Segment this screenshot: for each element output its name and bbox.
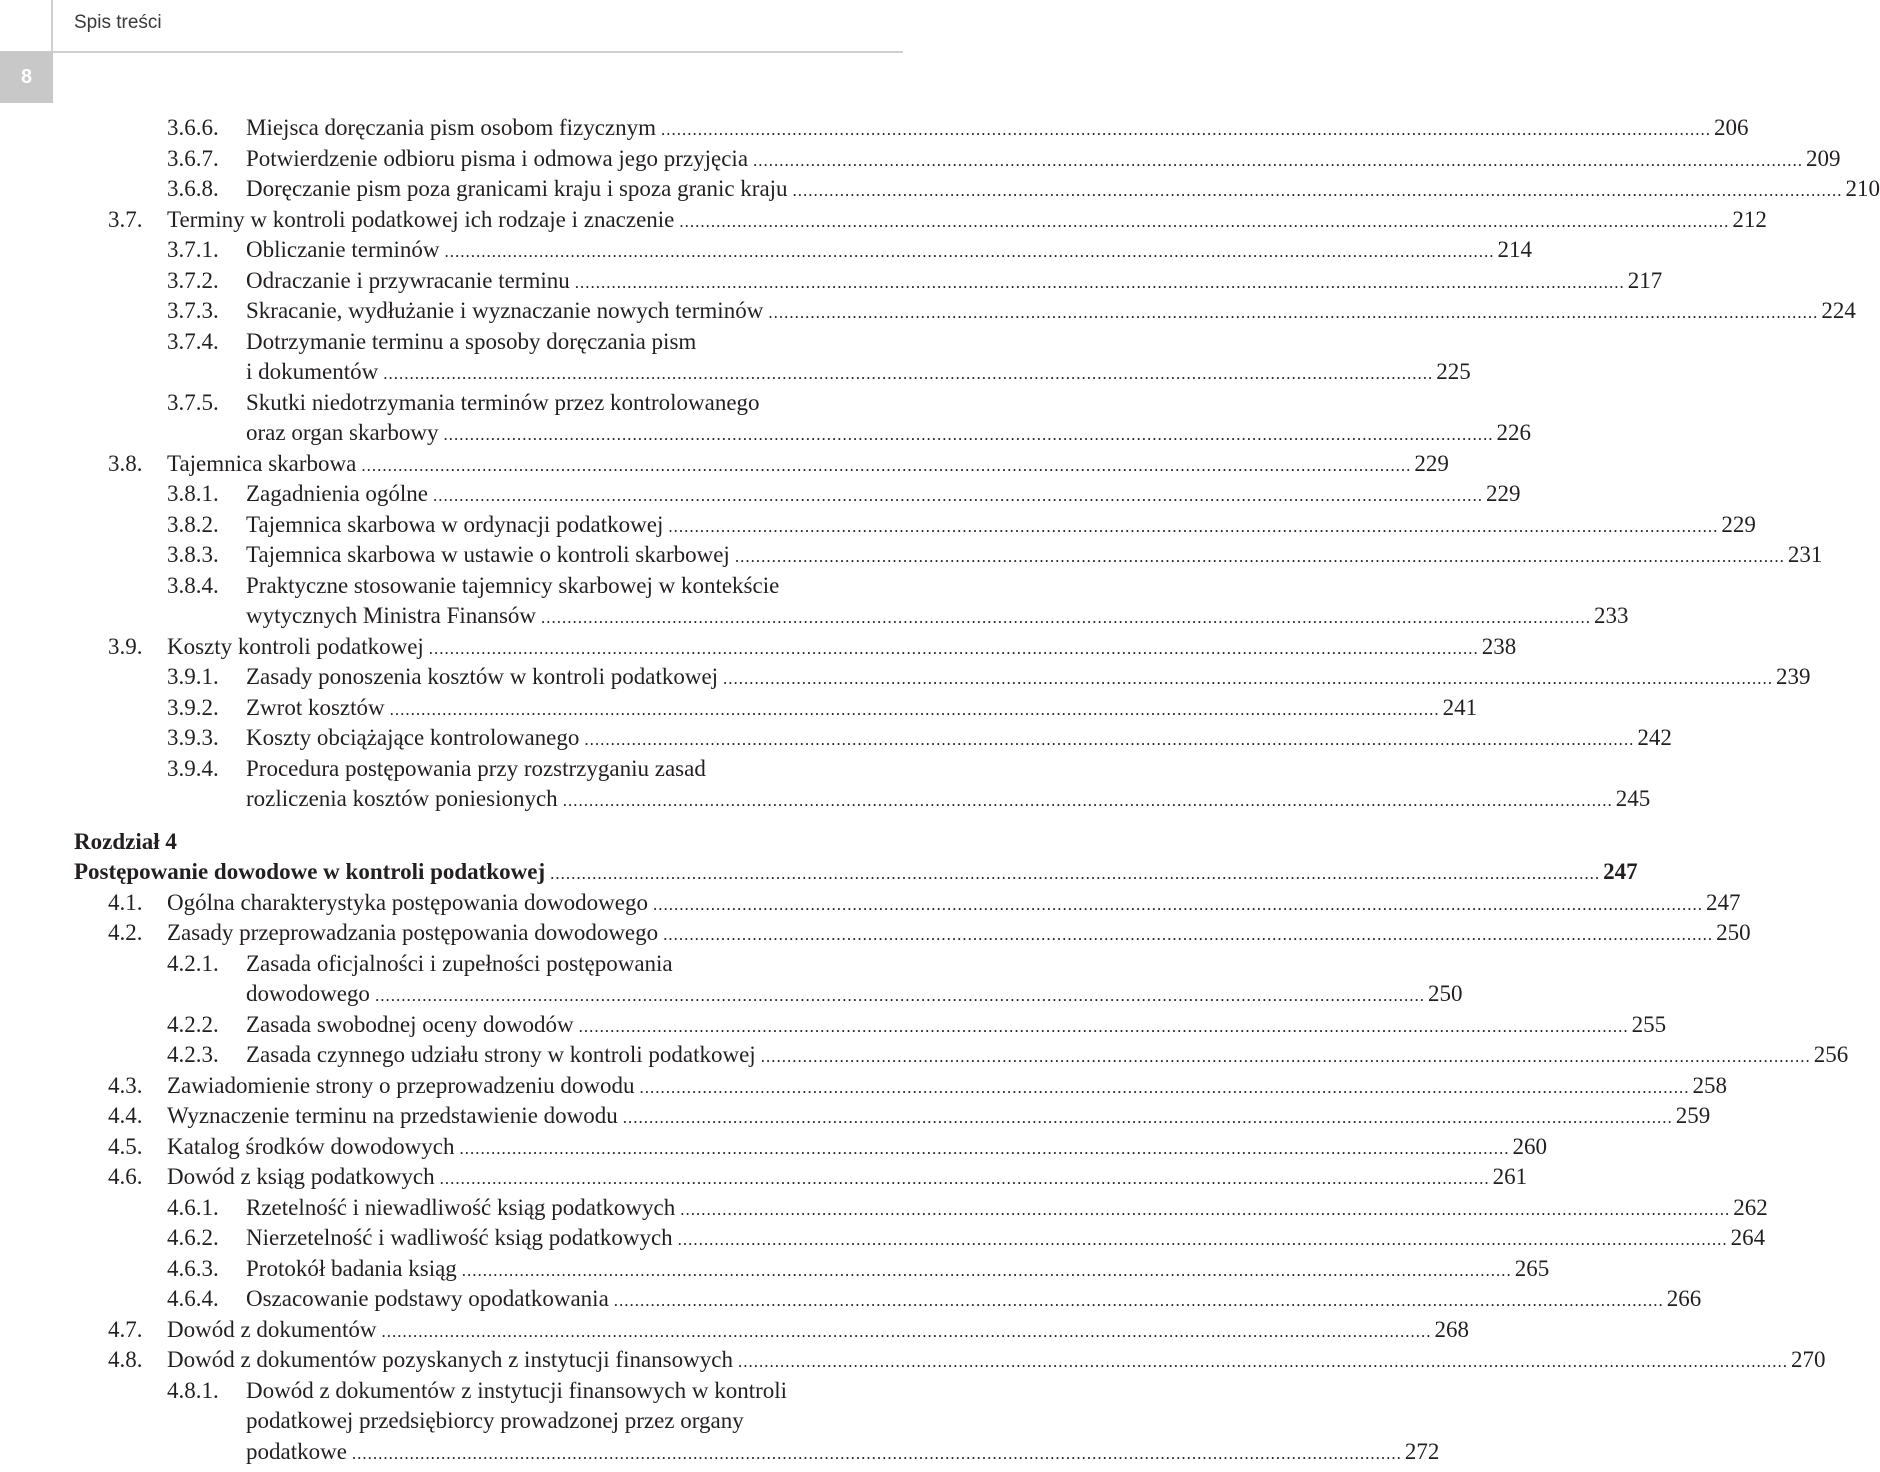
toc-entry-page: 256	[1813, 1042, 1849, 1067]
toc-entry-page: 206	[1714, 115, 1749, 140]
toc-entry-title: Zwrot kosztów	[246, 694, 385, 720]
toc-entry[interactable]	[0, 1040, 1849, 1071]
toc-entry-page: 270	[1790, 1347, 1826, 1372]
chapter-label: Rozdział 4	[74, 828, 177, 854]
dot-leader: ........................................................................................................................................................................................................	[562, 791, 1613, 810]
toc-entry-number: 3.9.3.	[167, 725, 219, 750]
toc-entry[interactable]	[0, 266, 1663, 297]
toc-entry-number: 3.8.4.	[167, 572, 219, 598]
toc-entry[interactable]	[0, 113, 1749, 144]
toc-entry[interactable]	[0, 1010, 1667, 1041]
toc-entry-page: 225	[1436, 359, 1471, 384]
toc-entry-number: 4.2.	[108, 920, 143, 945]
toc-entry-title: rozliczenia kosztów poniesionych	[246, 786, 558, 811]
toc-entry-title: Zasada oficjalności i zupełności postępowania	[246, 950, 673, 976]
toc-entry-number: 4.6.3.	[167, 1255, 219, 1281]
toc-entry-title: Dotrzymanie terminu a sposoby doręczania pism	[246, 328, 697, 354]
toc-entry-title: i dokumentów	[246, 359, 379, 384]
toc-entry-number: 3.8.2.	[167, 511, 219, 537]
toc-entry[interactable]	[0, 388, 1531, 449]
toc-entry-number: 4.6.	[108, 1164, 143, 1189]
toc-entry[interactable]	[0, 174, 1880, 205]
toc-entry[interactable]	[0, 1284, 1702, 1315]
dot-leader: ........................................................................................................................................................................................................	[351, 1443, 1402, 1463]
toc-entry-title: Zasady przeprowadzania postępowania dowodowego	[167, 920, 659, 945]
dot-leader: ........................................................................................................................................................................................................	[574, 272, 1625, 292]
toc-entry-title: Terminy w kontroli podatkowej ich rodzaje i znaczenie	[167, 206, 675, 232]
toc-entry-title: Tajemnica skarbowa w ordynacji podatkowej	[246, 511, 664, 537]
toc-entry[interactable]	[0, 723, 1672, 754]
toc-entry-number: 3.7.	[108, 206, 143, 232]
toc-entry-number: 3.8.1.	[167, 481, 219, 506]
toc-entry-title: Miejsca doręczania pism osobom fizycznym	[246, 115, 657, 140]
page-number: 8	[20, 66, 33, 88]
toc-entry-title: Dowód z dokumentów pozyskanych z instytucji finansowych	[167, 1347, 733, 1372]
toc-entry-page: 229	[1721, 511, 1756, 537]
dot-leader: ........................................................................................................................................................................................................	[374, 986, 1425, 1005]
toc-entry[interactable]	[0, 327, 1471, 388]
toc-entry-title: Postępowanie dowodowe w kontroli podatkowej	[74, 859, 546, 884]
toc-entry-page: 250	[1427, 981, 1463, 1006]
toc-entry-title: Zasada czynnego udziału strony w kontroli podatkowej	[246, 1042, 756, 1067]
dot-leader: ........................................................................................................................................................................................................	[639, 1077, 1690, 1097]
toc-entry-title: Nierzetelność i wadliwość ksiąg podatkowych	[246, 1225, 673, 1250]
toc-entry[interactable]	[0, 510, 1756, 541]
toc-entry-page: 266	[1666, 1286, 1702, 1311]
toc-entry-number: 4.1.	[108, 889, 143, 915]
toc-entry-number: 3.9.4.	[167, 755, 219, 781]
toc-entry[interactable]	[0, 296, 1856, 327]
toc-entry-page: 265	[1514, 1255, 1550, 1281]
toc-entry[interactable]	[0, 1101, 1711, 1132]
toc-entry-page: 212	[1732, 206, 1767, 232]
dot-leader: ........................................................................................................................................................................................................	[389, 699, 1440, 719]
toc-entry-title: Rzetelność i niewadliwość ksiąg podatkowych	[246, 1194, 676, 1220]
toc-entry-number: 3.6.6.	[167, 115, 219, 140]
toc-entry[interactable]	[0, 144, 1841, 175]
toc-entry-page: 264	[1730, 1225, 1766, 1250]
dot-leader: ........................................................................................................................................................................................................	[792, 181, 1843, 200]
dot-leader: ........................................................................................................................................................................................................	[613, 1291, 1664, 1310]
toc-entry-page: 231	[1787, 542, 1823, 567]
toc-entry[interactable]	[0, 662, 1811, 693]
running-header-title: Spis treści	[74, 12, 162, 33]
dot-leader: ........................................................................................................................................................................................................	[578, 1016, 1629, 1036]
toc-entry-page: 262	[1733, 1194, 1768, 1220]
toc-entry[interactable]	[0, 857, 1638, 888]
toc-entry-page: 255	[1631, 1011, 1667, 1037]
toc-entry-page: 247	[1603, 859, 1638, 884]
toc-entry-number: 3.7.2.	[167, 267, 219, 293]
toc-entry[interactable]	[0, 1345, 1826, 1376]
toc-entry-number: 4.2.3.	[167, 1042, 219, 1067]
dot-leader: ........................................................................................................................................................................................................	[661, 120, 1712, 139]
toc-entry[interactable]	[0, 949, 1463, 1010]
dot-leader: ........................................................................................................................................................................................................	[459, 1138, 1510, 1158]
dot-leader: ........................................................................................................................................................................................................	[680, 1199, 1731, 1219]
dot-leader: ........................................................................................................................................................................................................	[663, 925, 1714, 944]
toc-entry-number: 3.9.	[108, 633, 143, 659]
toc-entry-number: 3.8.	[108, 450, 143, 476]
toc-entry-title: Dowód z dokumentów z instytucji finansowych w kontroli	[246, 1377, 788, 1403]
toc-entry-title: Wyznaczenie terminu na przedstawienie dowodu	[167, 1103, 618, 1128]
toc-entry-page: 233	[1594, 603, 1629, 628]
dot-leader: ........................................................................................................................................................................................................	[734, 547, 1785, 566]
dot-leader: ........................................................................................................................................................................................................	[428, 638, 1479, 658]
dot-leader: ........................................................................................................................................................................................................	[541, 608, 1592, 627]
toc-entry-number: 4.7.	[108, 1316, 143, 1342]
toc-entry[interactable]	[0, 1132, 1547, 1163]
toc-entry-title: Zawiadomienie strony o przeprowadzeniu dowodu	[167, 1072, 635, 1098]
toc-entry-title: Praktyczne stosowanie tajemnicy skarbowej w kontekście	[246, 572, 780, 598]
dot-leader: ........................................................................................................................................................................................................	[444, 242, 1495, 261]
toc-entry-title: oraz organ skarbowy	[246, 420, 439, 445]
dot-leader: ........................................................................................................................................................................................................	[433, 486, 1484, 505]
toc-entry-title: Dowód z dokumentów	[167, 1316, 377, 1342]
toc-entry-title: Obliczanie terminów	[246, 237, 440, 262]
toc-entry-number: 4.2.1.	[167, 950, 219, 976]
toc-entry-number: 3.9.2.	[167, 694, 219, 720]
toc-entry-page: 214	[1497, 237, 1533, 262]
toc-entry[interactable]	[0, 571, 1629, 632]
toc-entry[interactable]	[0, 918, 1751, 949]
toc-entry-page: 239	[1776, 664, 1811, 689]
toc-entry-page: 247	[1705, 889, 1741, 915]
toc-entry[interactable]	[0, 1162, 1528, 1193]
toc-entry-page: 241	[1442, 694, 1478, 720]
toc-entry-title: Koszty kontroli podatkowej	[167, 633, 424, 659]
dot-leader: ........................................................................................................................................................................................................	[439, 1169, 1490, 1188]
toc-entry-number: 4.8.1.	[167, 1377, 219, 1403]
toc-entry-number: 4.2.2.	[167, 1011, 219, 1037]
toc-entry[interactable]	[0, 449, 1449, 480]
toc-entry[interactable]	[0, 1254, 1550, 1285]
toc-entry-page: 224	[1821, 298, 1856, 323]
toc-entry-page: 226	[1496, 420, 1531, 445]
dot-leader: ........................................................................................................................................................................................................	[550, 864, 1601, 883]
dot-leader: ........................................................................................................................................................................................................	[584, 730, 1635, 749]
toc-entry-title: podatkowej przedsiębiorcy prowadzonej przez organy	[246, 1408, 744, 1433]
toc-entry-title: Zasada swobodnej oceny dowodów	[246, 1011, 574, 1037]
dot-leader: ........................................................................................................................................................................................................	[652, 894, 1703, 914]
toc-entry-page: 229	[1414, 450, 1449, 476]
toc-entry-page: 268	[1434, 1316, 1470, 1342]
toc-entry-number: 4.3.	[108, 1072, 143, 1098]
toc-entry-title: Potwierdzenie odbioru pisma i odmowa jego przyjęcia	[246, 145, 749, 171]
toc-entry-title: Zagadnienia ogólne	[246, 481, 429, 506]
toc-entry-title: Skutki niedotrzymania terminów przez kontrolowanego	[246, 389, 760, 415]
dot-leader: ........................................................................................................................................................................................................	[361, 455, 1412, 475]
dot-leader: ........................................................................................................................................................................................................	[760, 1047, 1811, 1066]
toc-entry-title: wytycznych Ministra Finansów	[246, 603, 537, 628]
toc-entry-page: 260	[1512, 1133, 1547, 1159]
dot-leader: ........................................................................................................................................................................................................	[381, 1321, 1432, 1341]
toc-entry-number: 4.4.	[108, 1103, 143, 1128]
dot-leader: ........................................................................................................................................................................................................	[383, 364, 1434, 383]
toc-entry-number: 3.7.5.	[167, 389, 219, 415]
toc-entry-number: 3.9.1.	[167, 664, 219, 689]
toc-entry-title: dowodowego	[246, 981, 370, 1006]
dot-leader: ........................................................................................................................................................................................................	[723, 669, 1774, 688]
toc-entry[interactable]	[0, 479, 1521, 510]
toc-entry-title: Oszacowanie podstawy opodatkowania	[246, 1286, 609, 1311]
toc-entry-number: 3.7.4.	[167, 328, 219, 354]
toc-entry-title: Procedura postępowania przy rozstrzyganiu zasad	[246, 755, 706, 781]
toc-entry-title: Zasady ponoszenia kosztów w kontroli podatkowej	[246, 664, 719, 689]
toc-entry-page: 259	[1675, 1103, 1711, 1128]
dot-leader: ........................................................................................................................................................................................................	[677, 1230, 1728, 1249]
toc-entry-page: 242	[1637, 725, 1672, 750]
toc-entry-number: 3.7.1.	[167, 237, 219, 262]
toc-entry[interactable]	[0, 1193, 1768, 1224]
toc-entry-number: 4.6.2.	[167, 1225, 219, 1250]
toc-entry-number: 3.8.3.	[167, 542, 219, 567]
toc-entry-title: Odraczanie i przywracanie terminu	[246, 267, 570, 293]
toc-entry[interactable]	[0, 235, 1533, 266]
toc-entry-page: 272	[1404, 1438, 1440, 1464]
toc-entry-title: podatkowe	[246, 1438, 347, 1464]
toc-entry-page: 217	[1627, 267, 1663, 293]
toc-entry-page: 258	[1692, 1072, 1728, 1098]
toc-entry[interactable]	[0, 1315, 1470, 1346]
toc-entry-number: 4.6.1.	[167, 1194, 219, 1220]
toc-entry-number: 3.6.7.	[167, 145, 219, 171]
dot-leader: ........................................................................................................................................................................................................	[668, 516, 1719, 536]
toc-entry[interactable]	[0, 888, 1741, 919]
toc-entry-title: Dowód z ksiąg podatkowych	[167, 1164, 435, 1189]
toc-entry-page: 210	[1845, 176, 1880, 201]
dot-leader: ........................................................................................................................................................................................................	[737, 1352, 1788, 1371]
toc-entry-title: Skracanie, wydłużanie i wyznaczanie nowych terminów	[246, 298, 764, 323]
toc-entry-number: 4.8.	[108, 1347, 143, 1372]
toc-entry-title: Tajemnica skarbowa w ustawie o kontroli skarbowej	[246, 542, 730, 567]
dot-leader: ........................................................................................................................................................................................................	[461, 1260, 1512, 1280]
toc-entry-page: 229	[1486, 481, 1521, 506]
toc-entry-page: 245	[1615, 786, 1651, 811]
toc-entry-title: Doręczanie pism poza granicami kraju i spoza granic kraju	[246, 176, 788, 201]
dot-leader: ........................................................................................................................................................................................................	[679, 211, 1730, 231]
toc-entry[interactable]	[0, 1223, 1766, 1254]
toc-entry-number: 3.6.8.	[167, 176, 219, 201]
dot-leader: ........................................................................................................................................................................................................	[768, 303, 1819, 322]
dot-leader: ........................................................................................................................................................................................................	[753, 150, 1804, 170]
toc-entry[interactable]	[0, 540, 1823, 571]
toc-entry-page: 238	[1481, 633, 1517, 659]
toc-entry-title: Koszty obciążające kontrolowanego	[246, 725, 580, 750]
toc-entry[interactable]	[0, 205, 1767, 236]
toc-entry[interactable]	[0, 1071, 1728, 1102]
toc-entry-page: 250	[1716, 920, 1751, 945]
toc-entry-number: 4.6.4.	[167, 1286, 219, 1311]
toc-entry[interactable]	[0, 1376, 1440, 1468]
toc-entry-title: Katalog środków dowodowych	[167, 1133, 455, 1159]
toc-entry-number: 4.5.	[108, 1133, 143, 1159]
toc-entry-page: 261	[1492, 1164, 1528, 1189]
toc-entry-title: Ogólna charakterystyka postępowania dowodowego	[167, 889, 648, 915]
dot-leader: ........................................................................................................................................................................................................	[443, 425, 1494, 444]
toc-entry-title: Tajemnica skarbowa	[167, 450, 357, 476]
toc-entry[interactable]	[0, 754, 1651, 815]
toc-entry[interactable]	[0, 632, 1517, 663]
toc-entry-title: Protokół badania ksiąg	[246, 1255, 457, 1281]
dot-leader: ........................................................................................................................................................................................................	[622, 1108, 1673, 1127]
toc-entry[interactable]	[0, 693, 1478, 724]
toc-entry-page: 209	[1806, 145, 1841, 171]
toc-entry-number: 3.7.3.	[167, 298, 219, 323]
